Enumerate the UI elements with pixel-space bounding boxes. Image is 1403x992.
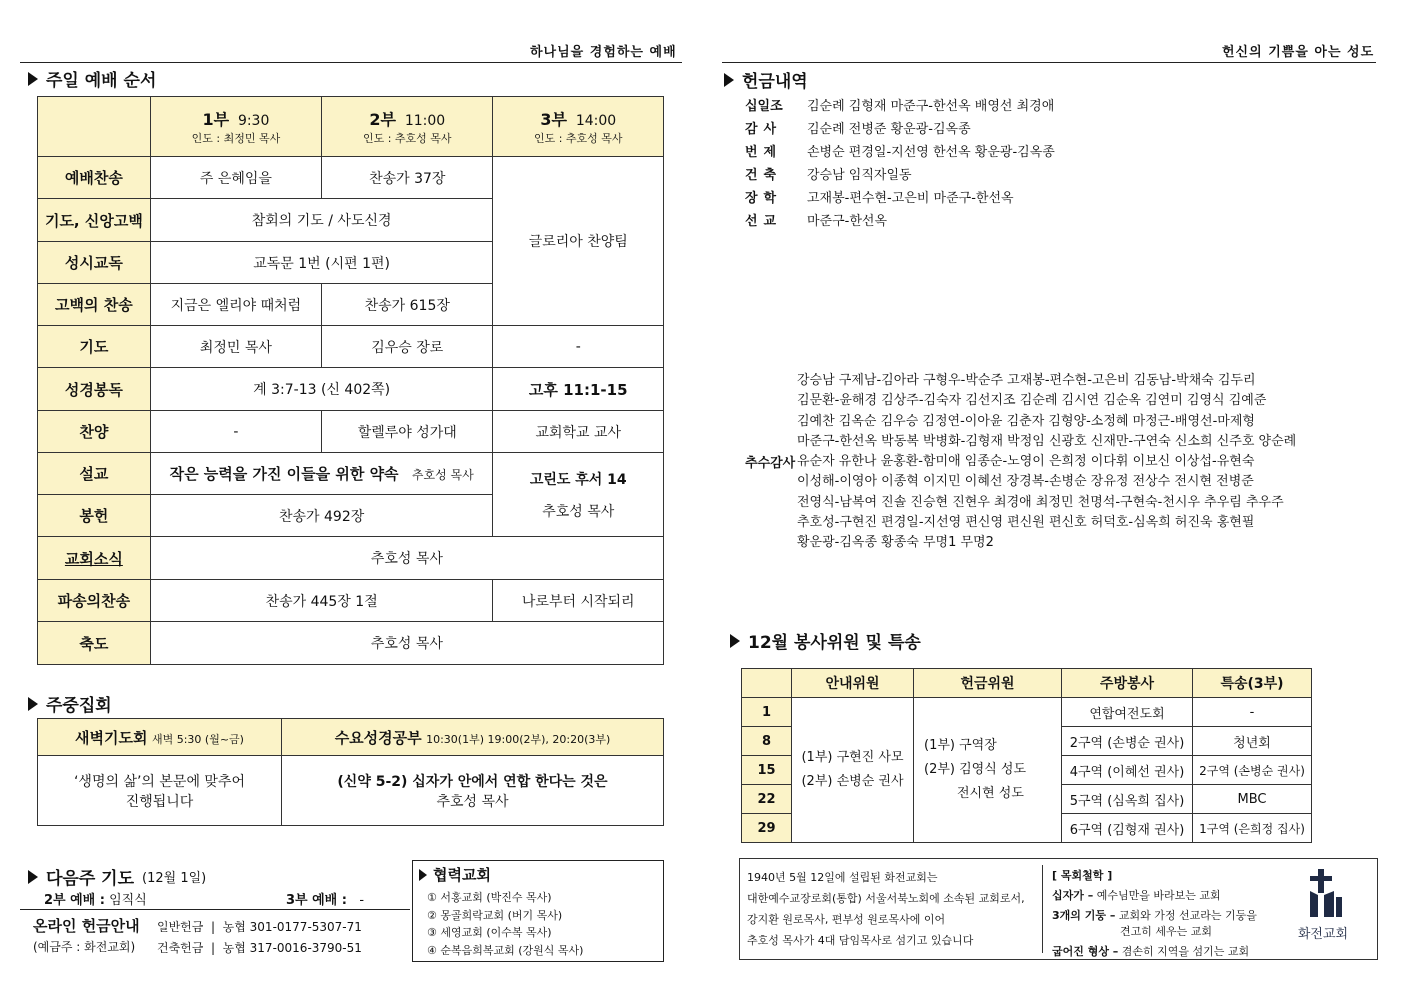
triangle-bullet-icon (28, 870, 38, 884)
next-prayer-s2: 2부 예배 : 임직식 (44, 893, 147, 908)
partners-box (412, 860, 664, 962)
praise-s3: 교회학교 교사 (493, 411, 664, 453)
next-prayer-date: (12월 1일) (142, 871, 207, 886)
vol-header: 주방봉사 (1062, 669, 1193, 698)
vol-kitchen: 6구역 (김형재 권사) (1062, 814, 1193, 843)
offering-row: 번제 손병순 편경일-지선영 한선옥 황운광-김옥종 (745, 145, 1055, 160)
sermon-s3-preacher: 추호성 목사 (542, 503, 615, 520)
vol-date: 29 (742, 814, 792, 843)
vol-kitchen: 연합여전도회 (1062, 698, 1193, 727)
hymn-s2: 찬송가 37장 (322, 157, 493, 199)
worship-order-table (37, 96, 664, 665)
offering-s12: 찬송가 492장 (150, 495, 493, 537)
vol-special: MBC (1193, 785, 1312, 814)
sermon-title: 작은 능력을 가진 이들을 위한 약속 (169, 465, 399, 483)
online-general: 일반헌금 | 농협 301-0177-5307-71 (157, 920, 362, 934)
church-info-box (739, 858, 1378, 960)
worship-section-title (28, 66, 156, 91)
vol-header: 안내위원 (792, 669, 914, 698)
volunteers-title: 12월 봉사위원 및 특송 (748, 633, 921, 653)
corner-cell (38, 97, 151, 157)
row-label-news: 교회소식 (38, 537, 151, 580)
partners-title: 협력교회 (433, 866, 491, 884)
gloria-team: 글로리아 찬양팀 (493, 157, 664, 326)
row-label-hymn: 예배찬송 (38, 157, 151, 199)
triangle-bullet-icon (419, 869, 427, 881)
dawn-desc: ‘생명의 삶’의 본문에 맞추어 진행됩니다 (38, 756, 282, 826)
service-1-header: 1부 9:30 인도 : 최정민 목사 (150, 97, 321, 157)
right-header-rule (722, 62, 1376, 63)
vol-offer: (1부) 구역장 (2부) 김영식 성도 전시현 성도 (914, 698, 1062, 843)
row-label-praise: 찬양 (38, 411, 151, 453)
next-prayer-title: 다음주 기도 (46, 869, 135, 889)
row-label-blessing: 축도 (38, 622, 151, 665)
left-header-rule (20, 62, 682, 63)
volunteers-section-title (730, 628, 921, 653)
vol-header: 특송(3부) (1193, 669, 1312, 698)
row-label-offering: 봉헌 (38, 495, 151, 537)
logo-text: 화전교회 (1297, 927, 1349, 942)
vol-kitchen: 5구역 (심옥희 집사) (1062, 785, 1193, 814)
offerings-section-title (724, 67, 808, 92)
row-label-sermon: 설교 (38, 453, 151, 495)
volunteers-table (741, 668, 1312, 843)
left-header: 하나님을 경험하는 예배 (530, 45, 677, 60)
church-cross-icon (1288, 867, 1358, 919)
info-divider (1042, 865, 1043, 953)
service-3-header: 3부 14:00 인도 : 추호성 목사 (493, 97, 664, 157)
partner-item: ③ 세영교회 (이수복 목사) (427, 926, 552, 939)
online-title: 온라인 헌금안내 (33, 917, 140, 935)
wed-header: 수요성경공부 10:30(1부) 19:00(2부), 20:20(3부) (282, 719, 664, 756)
vol-header: 헌금위원 (914, 669, 1062, 698)
offering-row: 선교 마준구-한선옥 (745, 214, 888, 229)
prayer-s2: 김우승 장로 (322, 326, 493, 368)
reading-s3: 고후 11:1-15 (493, 368, 664, 411)
online-rule (20, 909, 410, 910)
offering-row: 장학 고재봉-편수현-고은비 마준구-한선옥 (745, 191, 1014, 206)
row-label-psalm: 성시교독 (38, 242, 151, 284)
reading-s12: 계 3:7-13 (신 402쪽) (150, 368, 493, 411)
wed-desc: (신약 5-2) 십자가 안에서 연합 한다는 것은 추호성 목사 (282, 756, 664, 826)
partner-item: ① 서홍교회 (박진수 목사) (427, 891, 552, 904)
vol-special: 1구역 (은희정 집사) (1193, 814, 1312, 843)
confession-s2: 찬송가 615장 (322, 284, 493, 326)
vol-header (742, 669, 792, 698)
sending-s12: 찬송가 445장 1절 (150, 580, 493, 622)
blessing-all: 추호성 목사 (150, 622, 663, 665)
vol-date: 22 (742, 785, 792, 814)
row-label-creed: 기도, 신앙고백 (38, 199, 151, 242)
weekday-table (37, 718, 664, 826)
praise-s1: - (150, 411, 321, 453)
sermon-preacher: 추호성 목사 (411, 468, 474, 482)
creed-s12: 참회의 기도 / 사도신경 (150, 199, 493, 242)
weekday-title: 주중집회 (46, 696, 112, 716)
vol-special: 2구역 (손병순 권사) (1193, 756, 1312, 785)
triangle-bullet-icon (28, 72, 38, 86)
row-label-sending: 파송의찬송 (38, 580, 151, 622)
partners-list (427, 889, 583, 959)
right-header: 헌신의 기쁨을 아는 성도 (1222, 45, 1375, 60)
row-label-confession: 고백의 찬송 (38, 284, 151, 326)
vol-date: 15 (742, 756, 792, 785)
sending-s3: 나로부터 시작되리 (493, 580, 664, 622)
offering-row: 감사 김순례 전병준 황운광-김옥종 (745, 122, 971, 137)
sermon-s12 (150, 453, 493, 495)
sermon-s3-title: 고린도 후서 14 (529, 471, 627, 488)
online-holder: (예금주 : 화전교회) (33, 940, 136, 954)
vol-kitchen: 4구역 (이혜선 권사) (1062, 756, 1193, 785)
partners-title-row (419, 864, 491, 885)
vol-guides: (1부) 구현진 사모 (2부) 손병순 권사 (792, 698, 914, 843)
vol-date: 1 (742, 698, 792, 727)
next-prayer-section (28, 864, 206, 889)
confession-s1: 지금은 엘리야 때처럼 (150, 284, 321, 326)
weekday-section-title (28, 691, 112, 716)
vol-date: 8 (742, 727, 792, 756)
triangle-bullet-icon (724, 73, 734, 87)
psalm-s12: 교독문 1번 (시편 1편) (150, 242, 493, 284)
hymn-s1: 주 은혜임을 (150, 157, 321, 199)
prayer-s1: 최정민 목사 (150, 326, 321, 368)
online-building: 건축헌금 | 농협 317-0016-3790-51 (157, 941, 362, 955)
praise-s2: 할렐루야 성가대 (322, 411, 493, 453)
sermon-s3 (493, 453, 664, 537)
worship-title: 주일 예배 순서 (46, 71, 157, 91)
service-2-header: 2부 11:00 인도 : 추호성 목사 (322, 97, 493, 157)
prayer-s3: - (493, 326, 664, 368)
dawn-header: 새벽기도회 새벽 5:30 (월~금) (38, 719, 282, 756)
vol-kitchen: 2구역 (손병순 권사) (1062, 727, 1193, 756)
row-label-reading: 성경봉독 (38, 368, 151, 411)
philosophy: [ 목회철학 ] 십자가 – 예수님만을 바라보는 교회 3개의 기둥 – 교회와 가정 선교라는 기둥을 견고히 세우는 교회 굽어진 형상 – 겸손히 지역을 섬기는 교회 (1052, 869, 1257, 958)
next-prayer-s3: 3부 예배 : - (286, 893, 365, 908)
triangle-bullet-icon (28, 697, 38, 711)
vol-special: - (1193, 698, 1312, 727)
church-history: 1940년 5월 12일에 설립된 화전교회는 대한예수교장로회(통합) 서울서북노회에 소속된 교회로서, 강지환 원로목사, 편부성 원로목사에 이어 추호성 목사가 4대 담임목사로 섬기고 있습니다 (747, 871, 1025, 947)
church-logo (1288, 867, 1358, 951)
offering-row: 건축 강승남 임직자일동 (745, 168, 912, 183)
partner-item: ④ 순복음희복교회 (강원식 목사) (427, 943, 584, 957)
triangle-bullet-icon (730, 634, 740, 648)
row-label-prayer: 기도 (38, 326, 151, 368)
partner-item: ② 몽골희락교회 (버기 목사) (427, 908, 563, 922)
thanks-list: 강승남 구제남-김아라 구형우-박순주 고재봉-편수현-고은비 김동남-박채숙 김두리 김문환-윤해경 김상주-김숙자 김선지조 김순례 김시연 김순옥 김연미 김영식 김예준 김예찬 김옥순 김우승 김정연-이아윤 김춘자 김형양-소정혜 마정근-배영선-마제형 마준구-한선옥 박동복 박병화-김형재 박정임 신광호 신재만-구연숙 신소희 신주호 양순례 유순자 유한나 윤홍환-함미애 임종순-노영이 은희정 이다휘 이보신 이상섭-유현숙 이성해-이영아 이종혁 이지민 이혜선 장경복-손병순 장유정 전상수 전시현 전병준 전영식-남복여 진솔 진승현 진현우 최경애 최정민 천명석-구현숙-천시우 추우림 추우주 추호성-구현진 편경일-지선영 편신영 편신원 편신호 허덕호-심옥희 허진욱 홍현필 황운광-김옥종 황종숙 무명1 무명2 (797, 373, 1297, 551)
offerings-title: 헌금내역 (742, 72, 808, 92)
offerings-list (745, 95, 1055, 233)
vol-special: 청년회 (1193, 727, 1312, 756)
news-all: 추호성 목사 (150, 537, 663, 580)
thanks-label: 추수감사 (745, 456, 796, 471)
offering-row: 십일조 김순례 김형재 마준구-한선옥 배영선 최경애 (745, 99, 1055, 114)
